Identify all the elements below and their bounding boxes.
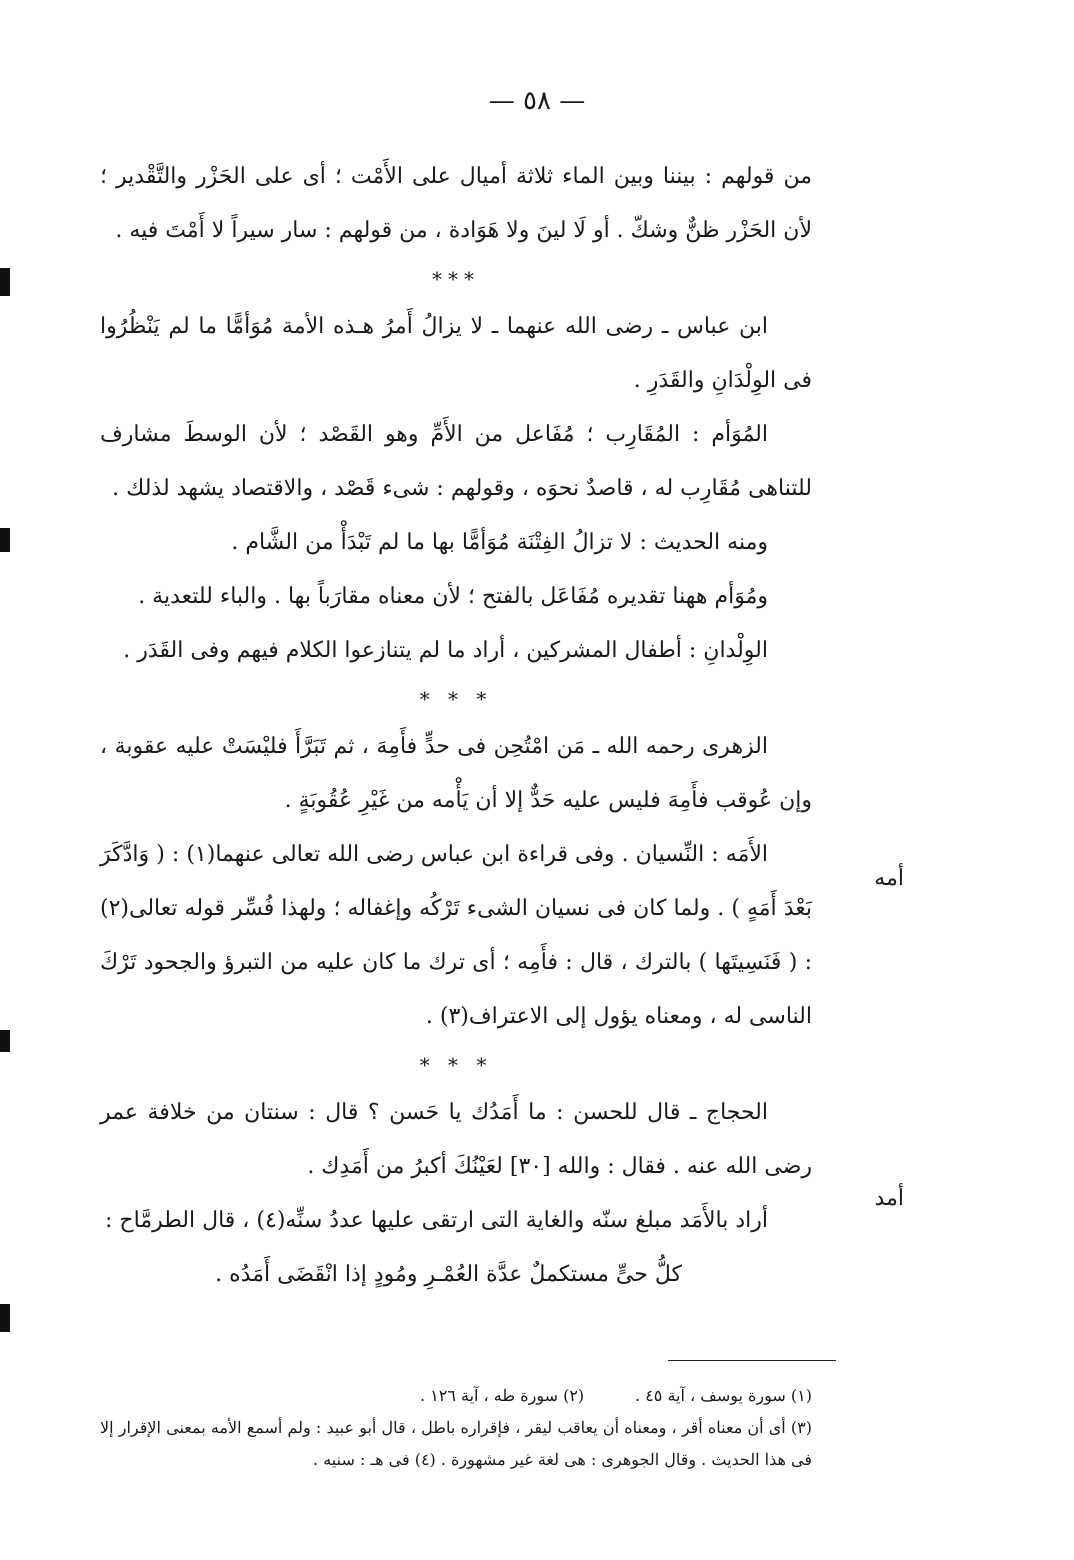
section-separator: *** [432, 267, 480, 291]
footnote-line: (٣) أى أن معناه أقر ، ومعناه أن يعاقب ليقر ، فإقراره باطل ، قال أبو عبيد : ولم أسمع الأمه بمعنى الإقرار إلا فى هذا الحديث . وقال الجوهرى : هى لغة غير مشهورة . (٤) فى هـ : سنيه . [100, 1418, 813, 1469]
paragraph-hadith-fitna: ومنه الحديث : لا تزالُ الفِتْنَة مُوَأمًّا بها ما لم تَبْدَأْ من الشَّام . [231, 530, 768, 555]
paragraph-mufaal: ومُوَأم ههنا تقديره مُفَاعَل بالفتح ؛ لأن معناه مقارَباً بها . والباء للتعدية . [138, 584, 768, 609]
hadith-zuhri: الزهرى رحمه الله ـ مَن امْتُحِن فى حدٍّ فأَمِهَ ، ثم تَبَرَّأَ فليْسَتْ عليه عقوبة ، وإن عُوقب فأَمِهَ فليس عليه حَدٌّ إلا أن يَأْمه من غَيْرِ عُقُوبَةٍ . [100, 734, 812, 813]
footnote-divider [668, 1360, 836, 1361]
paragraph-muwaam: المُوَأم : المُقَارِب ؛ مُفَاعل من الأَمِّ وهو القَصْد ؛ لأن الوسطَ مشارف للتناهى مُقَارِب له ، قاصدٌ نحوَه ، وقولهم : شىء قَصْد ، والاقتصاد يشهد لذلك . [100, 422, 812, 501]
footnote-line: (١) سورة يوسف ، آية ٤٥ . (٢) سورة طه ، آية ١٢٦ . [419, 1386, 812, 1405]
binding-mark [0, 1304, 10, 1332]
margin-note-amad: أمد [874, 1186, 904, 1211]
paragraph-amah: الأَمَه : النِّسيان . وفى قراءة ابن عباس رضى الله تعالى عنهما(١) : ( وَادَّكَرَ بَعْدَ أَمَهٍ ) . ولما كان فى نسيان الشىء تَرْكُه وإغفاله ؛ ولهذا فُسِّر قوله تعالى(٢) : ( فَنَسِيتَها ) بالترك ، قال : فأَمِه ؛ أى ترك ما كان عليه من التبرؤ والجحود تَرْكَ الناسى له ، ومعناه يؤول إلى الاعتراف(٣) . [100, 842, 812, 1029]
paragraph-wildan: الوِلْدانِ : أطفال المشركين ، أراد ما لم يتنازعوا الكلام فيهم وفى القَدَر . [123, 638, 768, 663]
verse-tirimmah: كلُّ حىٍّ مستكملٌ عدَّة العُمْـرِ ومُودٍ إذا انْقَضَى أَمَدُه . [215, 1262, 682, 1287]
paragraph-amt: من قولهم : بيننا وبين الماء ثلاثة أميال على الأَمْت ؛ أى على الحَزْر والتَّقْدير ؛ لأن الحَزْر ظنٌّ وشكّ . أو لَا لينَ ولا هَوَادة ، من قولهم : سار سيراً لا أَمْتَ فيه . [100, 164, 812, 243]
binding-mark [0, 528, 10, 552]
hadith-hajjaj: الحجاج ـ قال للحسن : ما أَمَدُك يا حَسن ؟ قال : سنتان من خلافة عمر رضى الله عنه . فقال : والله [٣٠] لعَيْنُكَ أكبرُ من أَمَدِك . [100, 1100, 812, 1179]
hadith-ibn-abbas: ابن عباس ـ رضى الله عنهما ـ لا يزالُ أَمرُ هـذه الأمة مُوَأمًّا ما لم يَنْظُرُوا فى الوِلْدَانِ والقَدَرِ . [100, 314, 812, 393]
footnotes [100, 1380, 812, 1476]
paragraph-amad: أراد بالأَمَد مبلغ سنّه والغاية التى ارتقى عليها عددُ سنِّه(٤) ، قال الطرمَّاح : [105, 1208, 768, 1233]
section-separator: * * * [419, 1053, 493, 1077]
margin-note-amah: أمه [874, 866, 904, 891]
page-number: — ٥٨ — [488, 86, 586, 116]
main-text [100, 150, 812, 1302]
section-separator: * * * [419, 687, 493, 711]
binding-mark [0, 268, 10, 296]
binding-mark [0, 1030, 10, 1052]
